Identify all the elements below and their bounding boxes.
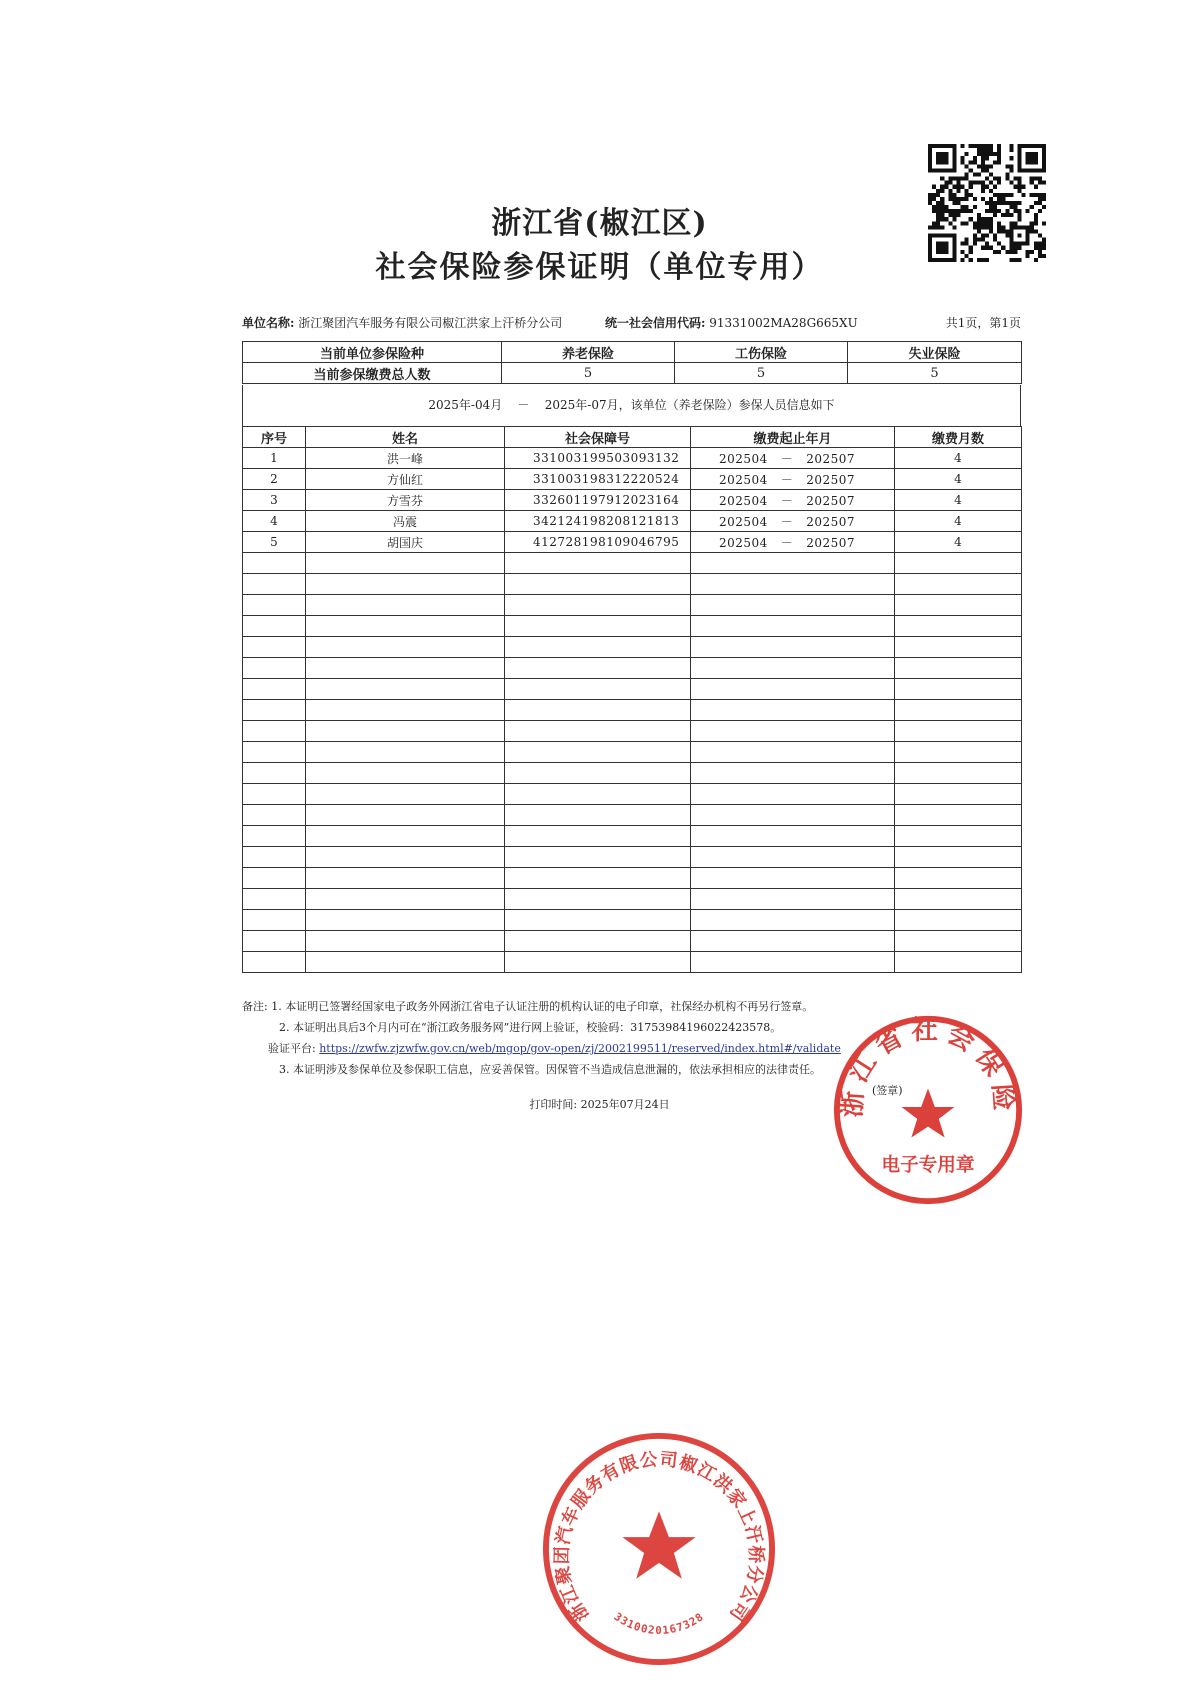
row-from: 202504: [719, 472, 768, 487]
row-name: 冯震: [306, 511, 505, 532]
empty-cell: [243, 805, 306, 826]
verify-link[interactable]: https://zwfw.zjzwfw.gov.cn/web/mgop/gov-open/zj/2002199511/reserved/index.html#/validate: [319, 1042, 841, 1055]
row-months: 4: [895, 469, 1022, 490]
table-header-row: [243, 427, 1022, 448]
empty-cell: [505, 826, 691, 847]
empty-cell: [691, 721, 895, 742]
empty-cell: [895, 847, 1022, 868]
insured-count-row: [243, 363, 1022, 384]
empty-cell: [895, 616, 1022, 637]
empty-cell: [505, 952, 691, 973]
empty-cell: [505, 637, 691, 658]
empty-cell: [895, 868, 1022, 889]
seal1-sub: 电子专用章: [881, 1154, 975, 1176]
empty-row: [243, 637, 1022, 658]
star-icon: [622, 1511, 695, 1578]
empty-cell: [691, 574, 895, 595]
row-dash: －: [780, 493, 794, 508]
empty-cell: [895, 721, 1022, 742]
empty-cell: [306, 889, 505, 910]
empty-cell: [691, 952, 895, 973]
insurance-types-row: [243, 342, 1022, 363]
header-no: 序号: [243, 427, 306, 448]
table-row: [243, 490, 1022, 511]
empty-cell: [691, 889, 895, 910]
empty-cell: [505, 868, 691, 889]
row-no: 4: [243, 511, 306, 532]
header-period: 缴费起止年月: [691, 427, 895, 448]
empty-row: [243, 868, 1022, 889]
credit-code-line: [605, 314, 858, 331]
row-period: [691, 511, 895, 532]
empty-cell: [306, 805, 505, 826]
row-name: 方仙红: [306, 469, 505, 490]
empty-cell: [895, 595, 1022, 616]
count-injury: 5: [675, 363, 848, 384]
empty-cell: [691, 910, 895, 931]
count-pension: 5: [502, 363, 675, 384]
empty-row: [243, 889, 1022, 910]
header-name: 姓名: [306, 427, 505, 448]
empty-cell: [895, 574, 1022, 595]
empty-cell: [691, 616, 895, 637]
empty-cell: [243, 553, 306, 574]
row-months: 4: [895, 511, 1022, 532]
empty-cell: [243, 931, 306, 952]
empty-cell: [306, 847, 505, 868]
row-ssn: 331003199503093132: [505, 448, 691, 469]
header-ssn: 社会保障号: [505, 427, 691, 448]
empty-cell: [306, 616, 505, 637]
empty-cell: [505, 763, 691, 784]
row-from: 202504: [719, 451, 768, 466]
empty-row: [243, 931, 1022, 952]
row-months: 4: [895, 448, 1022, 469]
seal2-text: 浙江聚团汽车服务有限公司椒江洪家上汗桥分公司: [551, 1449, 767, 1626]
empty-cell: [895, 805, 1022, 826]
stamp-note: (签章): [872, 1084, 903, 1097]
credit-code: 91331002MA28G665XU: [709, 316, 858, 330]
period-end: 2025年-07月，该单位（养老保险）参保人员信息如下: [544, 398, 835, 412]
empty-cell: [895, 931, 1022, 952]
empty-cell: [691, 553, 895, 574]
empty-cell: [895, 553, 1022, 574]
empty-cell: [306, 679, 505, 700]
empty-cell: [243, 889, 306, 910]
empty-cell: [505, 721, 691, 742]
empty-cell: [895, 889, 1022, 910]
empty-cell: [895, 658, 1022, 679]
empty-cell: [691, 784, 895, 805]
insurance-type-injury: 工伤保险: [675, 342, 848, 363]
empty-cell: [306, 931, 505, 952]
empty-cell: [691, 847, 895, 868]
seal2-number: 3310020167328: [611, 1609, 707, 1637]
empty-cell: [243, 763, 306, 784]
empty-cell: [306, 553, 505, 574]
insurance-summary-table: [242, 341, 1022, 384]
table-row: [243, 532, 1022, 553]
row-no: 1: [243, 448, 306, 469]
empty-cell: [505, 553, 691, 574]
empty-cell: [895, 910, 1022, 931]
row-to: 202507: [806, 493, 856, 508]
print-time: 打印时间: 2025年07月24日: [529, 1098, 670, 1111]
row-from: 202504: [719, 514, 768, 529]
empty-cell: [306, 742, 505, 763]
insured-count-label: 当前参保缴费总人数: [243, 363, 502, 384]
empty-cell: [691, 763, 895, 784]
empty-cell: [895, 700, 1022, 721]
empty-row: [243, 847, 1022, 868]
row-ssn: 331003198312220524: [505, 469, 691, 490]
row-ssn: 342124198208121813: [505, 511, 691, 532]
empty-row: [243, 763, 1022, 784]
empty-cell: [306, 910, 505, 931]
empty-cell: [243, 910, 306, 931]
empty-cell: [691, 658, 895, 679]
star-icon: [902, 1088, 955, 1137]
empty-cell: [306, 637, 505, 658]
empty-cell: [243, 847, 306, 868]
empty-row: [243, 574, 1022, 595]
verify-label: 验证平台:: [268, 1042, 316, 1055]
empty-row: [243, 553, 1022, 574]
empty-cell: [895, 679, 1022, 700]
row-ssn: 412728198109046795: [505, 532, 691, 553]
empty-cell: [691, 595, 895, 616]
empty-cell: [895, 637, 1022, 658]
empty-cell: [306, 868, 505, 889]
title-region: 浙江省(椒江区): [491, 206, 708, 241]
insurance-type-unemployment: 失业保险: [848, 342, 1022, 363]
empty-row: [243, 826, 1022, 847]
empty-cell: [505, 742, 691, 763]
empty-cell: [895, 763, 1022, 784]
empty-row: [243, 679, 1022, 700]
unit-name-label: 单位名称:: [242, 316, 295, 330]
row-dash: －: [780, 451, 794, 466]
empty-cell: [306, 595, 505, 616]
empty-cell: [243, 784, 306, 805]
row-dash: －: [780, 514, 794, 529]
row-name: 方雪芬: [306, 490, 505, 511]
empty-cell: [243, 952, 306, 973]
svg-text:3310020167328: [612, 1610, 707, 1637]
row-from: 202504: [719, 535, 768, 550]
empty-cell: [691, 637, 895, 658]
row-no: 2: [243, 469, 306, 490]
row-name: 洪一峰: [306, 448, 505, 469]
empty-cell: [505, 805, 691, 826]
empty-cell: [306, 700, 505, 721]
row-to: 202507: [806, 535, 856, 550]
row-period: [691, 490, 895, 511]
empty-cell: [505, 700, 691, 721]
empty-cell: [243, 826, 306, 847]
table-row: [243, 469, 1022, 490]
seal1-text: 浙江省社会保险: [836, 1015, 1020, 1119]
row-months: 4: [895, 532, 1022, 553]
empty-row: [243, 658, 1022, 679]
note-1-text: 1. 本证明已签署经国家电子政务外网浙江省电子认证注册的机构认证的电子印章，社保经办机构不再另行签章。: [271, 1000, 814, 1013]
empty-cell: [243, 637, 306, 658]
empty-cell: [505, 784, 691, 805]
empty-cell: [505, 910, 691, 931]
empty-row: [243, 805, 1022, 826]
row-no: 5: [243, 532, 306, 553]
row-period: [691, 532, 895, 553]
row-period: [691, 469, 895, 490]
empty-cell: [306, 763, 505, 784]
insurance-types-label: 当前单位参保险种: [243, 342, 502, 363]
empty-cell: [691, 742, 895, 763]
empty-cell: [306, 574, 505, 595]
empty-cell: [505, 889, 691, 910]
empty-cell: [306, 826, 505, 847]
row-no: 3: [243, 490, 306, 511]
title-certificate: 社会保险参保证明（单位专用）: [375, 250, 824, 285]
row-to: 202507: [806, 472, 856, 487]
empty-cell: [895, 826, 1022, 847]
empty-cell: [243, 574, 306, 595]
empty-row: [243, 721, 1022, 742]
row-dash: －: [780, 472, 794, 487]
empty-cell: [505, 658, 691, 679]
empty-cell: [505, 679, 691, 700]
empty-cell: [243, 595, 306, 616]
period-start: 2025年-04月: [428, 398, 503, 412]
empty-cell: [243, 742, 306, 763]
row-period: [691, 448, 895, 469]
empty-cell: [243, 700, 306, 721]
empty-row: [243, 616, 1022, 637]
empty-cell: [691, 931, 895, 952]
empty-cell: [895, 784, 1022, 805]
table-row: [243, 448, 1022, 469]
empty-cell: [505, 574, 691, 595]
note-3: 3. 本证明涉及参保单位及参保职工信息，应妥善保管。因保管不当造成信息泄漏的，依法承担相应的法律责任。: [279, 1063, 821, 1076]
note-2: 2. 本证明出具后3个月内可在“浙江政务服务网”进行网上验证，校验码：31753984196022423578。: [279, 1021, 782, 1034]
row-dash: －: [780, 535, 794, 550]
social-insurance-seal: [830, 1012, 1026, 1208]
empty-cell: [243, 658, 306, 679]
empty-cell: [505, 931, 691, 952]
row-to: 202507: [806, 451, 856, 466]
empty-cell: [306, 784, 505, 805]
empty-row: [243, 952, 1022, 973]
personnel-table: [242, 426, 1022, 973]
empty-cell: [691, 868, 895, 889]
notes-label: 备注:: [242, 1000, 268, 1013]
row-name: 胡国庆: [306, 532, 505, 553]
empty-row: [243, 700, 1022, 721]
empty-cell: [306, 658, 505, 679]
unit-name: 浙江聚团汽车服务有限公司椒江洪家上汗桥分公司: [298, 316, 563, 330]
empty-cell: [691, 700, 895, 721]
page-info: 共1页，第1页: [945, 316, 1021, 330]
empty-cell: [691, 679, 895, 700]
empty-cell: [505, 616, 691, 637]
period-dash: －: [517, 398, 530, 412]
count-unemployment: 5: [848, 363, 1022, 384]
row-ssn: 332601197912023164: [505, 490, 691, 511]
company-seal: [540, 1430, 778, 1668]
empty-row: [243, 595, 1022, 616]
empty-row: [243, 910, 1022, 931]
row-from: 202504: [719, 493, 768, 508]
empty-cell: [243, 679, 306, 700]
table-row: [243, 511, 1022, 532]
empty-row: [243, 784, 1022, 805]
empty-cell: [243, 721, 306, 742]
empty-cell: [505, 595, 691, 616]
empty-cell: [306, 952, 505, 973]
empty-cell: [895, 742, 1022, 763]
empty-cell: [691, 805, 895, 826]
empty-cell: [243, 868, 306, 889]
empty-row: [243, 742, 1022, 763]
empty-cell: [895, 952, 1022, 973]
unit-name-line: [242, 314, 562, 331]
empty-cell: [243, 616, 306, 637]
empty-cell: [691, 826, 895, 847]
empty-cell: [505, 847, 691, 868]
insurance-type-pension: 养老保险: [502, 342, 675, 363]
period-description: [242, 385, 1021, 426]
credit-code-label: 统一社会信用代码:: [605, 316, 706, 330]
empty-cell: [306, 721, 505, 742]
header-months: 缴费月数: [895, 427, 1022, 448]
row-to: 202507: [806, 514, 856, 529]
row-months: 4: [895, 490, 1022, 511]
